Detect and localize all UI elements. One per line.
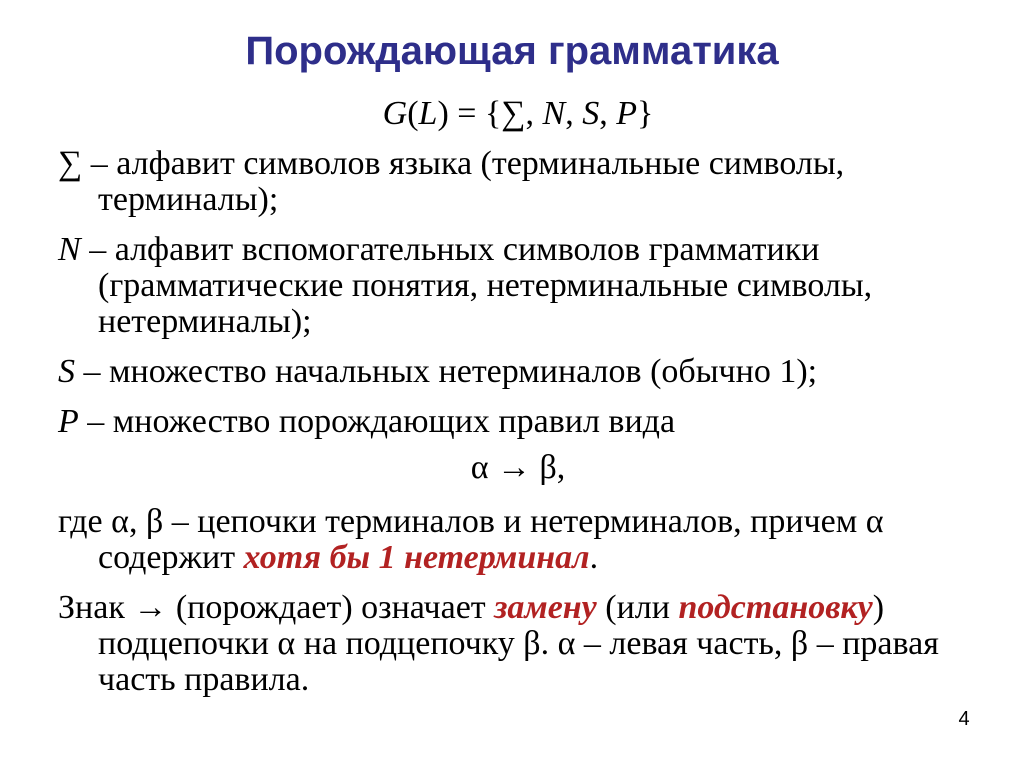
definition-s <box>58 354 978 390</box>
slide-title: Порождающая грамматика <box>245 29 779 73</box>
symbol-sigma: ∑ <box>58 145 83 182</box>
rule-formula: α → β, <box>470 449 566 486</box>
formula-l: L <box>418 95 438 132</box>
grammar-formula <box>58 96 978 132</box>
formula-s: S <box>582 95 600 132</box>
formula-n: N <box>542 95 566 132</box>
where-end: . <box>589 539 599 576</box>
definition-p <box>58 404 978 440</box>
formula-comma-1: , <box>565 95 583 132</box>
sign-highlight-1: замену <box>494 589 597 626</box>
definition-sigma <box>58 146 978 218</box>
slide-body <box>58 96 978 712</box>
formula-g: G <box>382 95 408 132</box>
definition-s-text: – множество начальных нетерминалов (обычно 1); <box>75 353 818 390</box>
formula-comma-2: , <box>599 95 617 132</box>
page-number: 4 <box>958 708 970 730</box>
symbol-n: N <box>58 231 81 268</box>
sign-part-2: (или <box>596 589 679 626</box>
formula-close-brace: } <box>637 95 654 132</box>
where-paragraph <box>58 504 978 576</box>
symbol-s: S <box>58 353 75 390</box>
formula-close-eq: ) = {∑, <box>437 95 543 132</box>
definition-n <box>58 232 978 340</box>
definition-sigma-text: – алфавит символов языка (терминальные символы, терминалы); <box>82 145 845 218</box>
formula-p: P <box>616 95 637 132</box>
where-highlight: хотя бы 1 нетерминал <box>243 539 590 576</box>
sign-highlight-2: подстановку <box>678 589 873 626</box>
definition-p-text: – множество порождающих правил вида <box>78 403 676 440</box>
symbol-p: P <box>58 403 79 440</box>
formula-open-paren: ( <box>407 95 419 132</box>
sign-part-3: ) подцепочки α на подцепочку β. α – левая часть, β – правая часть правила. <box>98 589 939 698</box>
definition-n-text: – алфавит вспомогательных символов грамматики (грамматические понятия, нетерминальные символы, нетерминалы); <box>80 231 873 340</box>
sign-paragraph <box>58 590 978 698</box>
where-text: где α, β – цепочки терминалов и нетерминалов, причем α содержит <box>58 503 884 576</box>
sign-part-1: Знак → (порождает) означает <box>58 589 495 626</box>
